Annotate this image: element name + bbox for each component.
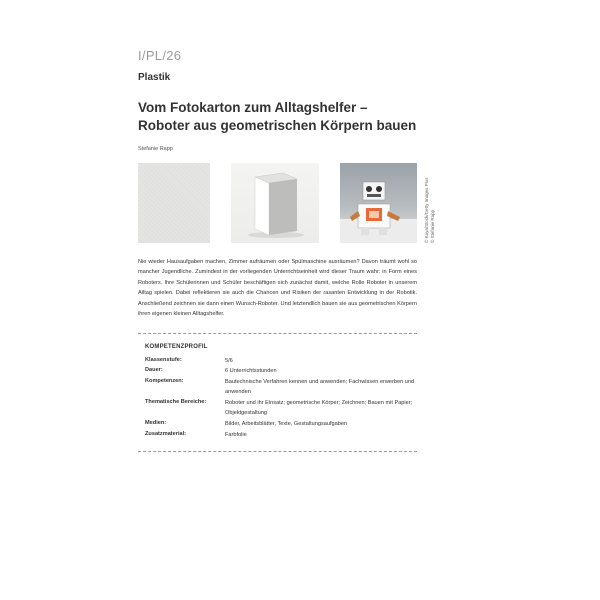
author-name: Stefanie Rapp [138, 146, 173, 152]
divider-top [138, 333, 417, 334]
profile-key: Dauer: [145, 367, 163, 373]
profile-value: 5/6 [225, 358, 233, 364]
profile-value: 6 Unterrichtsstunden [225, 368, 277, 374]
profile-key: Medien: [145, 420, 167, 426]
robot-photo [340, 163, 417, 243]
box-illustration [231, 163, 319, 243]
divider-bottom [138, 451, 417, 452]
profile-key: Zusatzmaterial: [145, 431, 187, 437]
profile-key: Klassenstufe: [145, 357, 182, 363]
competence-profile-title: KOMPETENZPROFIL [145, 344, 208, 350]
robot-illustration [340, 163, 417, 243]
title-line-1: Vom Fotokarton zum Alltagshelfer – [138, 100, 368, 115]
document-code: I/PL/26 [138, 48, 182, 63]
photo-credit [420, 165, 440, 245]
photo-credit-line-2: © Stefanie Rapp [430, 209, 435, 243]
subject-label: Plastik [138, 72, 171, 83]
intro-paragraph: Nie wieder Hausaufgaben machen, Zimmer aufräumen oder Spülmaschine ausräumen? Davon träumt wohl so mancher Jugendliche. Zumindest in der vorliegenden Unterrichtseinheit wird dieser Traum wahr: in Form eines Roboters. Ihre Schülerinnen und Schüler beschäftigen sich zunächst damit, welche Rolle Roboter in unserem Alltag spielen. Dabei reflektieren sie auch die Chancen und Risiken der rasanten Entwicklung in der Robotik. Anschließend zeichnen sie dann einen Wunsch-Roboter. Und letztendlich bauen sie aus geometrischen Körpern ihren eigenen kleinen Alltagshelfer. [138, 259, 417, 318]
paper-texture-image [138, 163, 210, 243]
profile-value: Farbfolie [225, 432, 247, 438]
profile-value: Roboter und ihr Einsatz; geometrische Körper; Zeichnen; Bauen mit Papier; Objektgestaltung [225, 400, 413, 416]
photo-credit-line-1: © Kaya/Stock/Getty Images Plus [424, 177, 429, 243]
page-title [138, 99, 438, 135]
title-line-2: Roboter aus geometrischen Körpern bauen [138, 118, 417, 133]
profile-key: Thematische Bereiche: [145, 399, 207, 405]
white-box-image [231, 163, 319, 243]
profile-value: Bilder, Arbeitsblätter, Texte, Gestaltungsaufgaben [225, 421, 348, 427]
profile-value: Bautechnische Verfahren kennen und anwenden; Fachwissen erwerben und anwenden [225, 379, 415, 395]
profile-key: Kompetenzen: [145, 378, 184, 384]
